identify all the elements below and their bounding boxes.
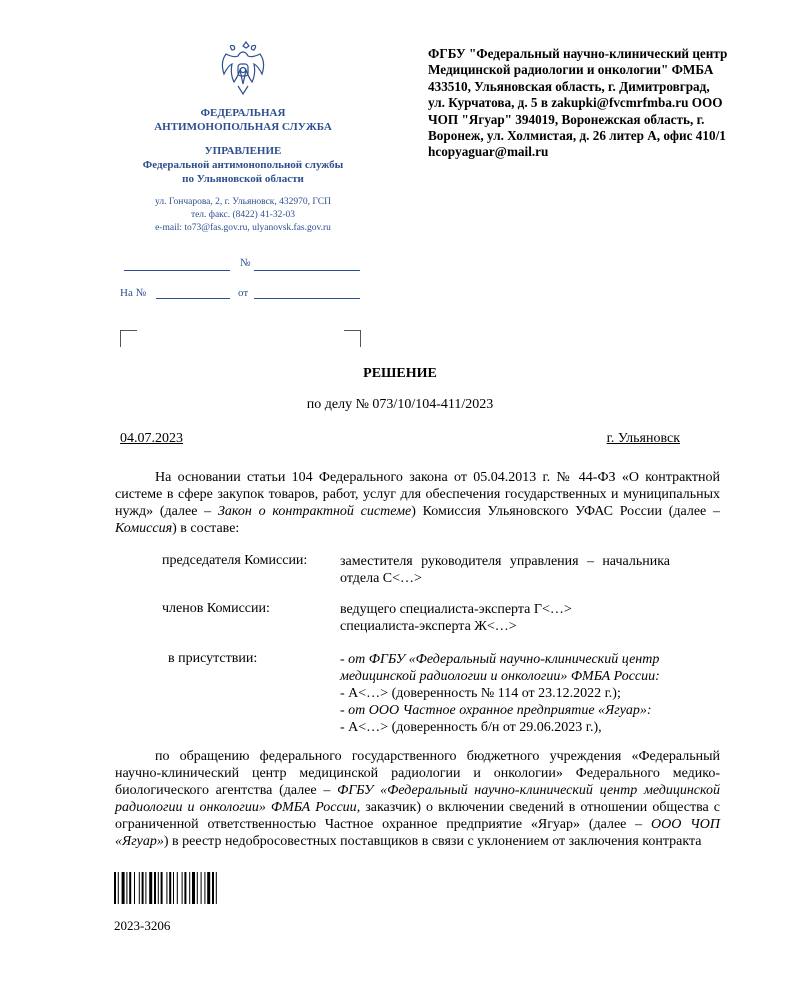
- intro-paragraph: На основании статьи 104 Федерального закона от 05.04.2013 г. № 44-ФЗ «О контрактной системе в сфере закупок товаров, работ, услуг для обеспечения государственных и муниципальных нужд» (далее – Закон о контрактной системе) Комиссия Ульяновского УФАС России (далее – Комиссия) в составе:: [115, 470, 721, 536]
- agency-phone: тел. факс. (8422) 41-32-03: [190, 210, 296, 220]
- case-number: по делу № 073/10/104-411/2023: [306, 397, 494, 412]
- reply-to-line: [156, 298, 230, 299]
- members-list: [340, 601, 670, 635]
- present-rep-1: - А<…> (доверенность № 114 от 23.12.2022 г.);: [340, 686, 621, 701]
- barcode: [114, 872, 260, 904]
- decision-date: 04.07.2023: [120, 431, 183, 446]
- reply-from-line: [254, 298, 360, 299]
- addressee-block: ФГБУ "Федеральный научно-клинический центр Медицинской радиологии и онкологии" ФМБА 433510, Ульяновская область, г. Димитровград, ул. Курчатова, д. 5 в zakupki@fvcmrfmba.ru ООО ЧОП "Ягуар" 394019, Воронежская область, г. Воронеж, ул. Холмистая, д. 26 литер А, офис 410/1 hcopyaguar@mail.ru: [428, 46, 728, 160]
- outgoing-number-line: [254, 270, 360, 271]
- chair-label: председателя Комиссии:: [162, 553, 308, 568]
- present-rep-2: - А<…> (доверенность б/н от 29.06.2023 г.),: [340, 720, 602, 735]
- document-number: 2023-3206: [114, 918, 171, 933]
- agency-name-line2: АНТИМОНОПОЛЬНАЯ СЛУЖБА: [154, 121, 332, 133]
- outgoing-number-label: №: [240, 257, 251, 269]
- dept-name-line1: УПРАВЛЕНИЕ: [204, 145, 282, 157]
- agency-address: ул. Гончарова, 2, г. Ульяновск, 432970, ГСП: [155, 197, 331, 207]
- reply-from-label: от: [238, 287, 249, 299]
- decision-city: г. Ульяновск: [606, 431, 680, 446]
- chair-value: заместителя руководителя управления – начальника отдела С<…>: [340, 554, 670, 586]
- outgoing-date-line: [124, 270, 230, 271]
- document-title: РЕШЕНИЕ: [363, 366, 437, 381]
- body-paragraph: по обращению федерального государственного бюджетного учреждения «Федеральный научно-клинический центр медицинской радиологии и онкологии» Федерального медико-биологического агентства (далее – ФГБУ «Федеральный научно-клинический центр медицинской радиологии и онкологии» ФМБА России, заказчик) о включении сведений в отношении общества с ограниченной ответственностью Частное охранное предприятие «Ягуар» (далее – ООО ЧОП «Ягуар») в реестр недобросовестных поставщиков в связи с уклонением от заключения контракта: [115, 749, 721, 849]
- members-label: членов Комиссии:: [162, 601, 270, 616]
- present-list: [340, 651, 670, 736]
- russian-coat-of-arms-icon: [218, 40, 268, 96]
- present-party-2: - от ООО Частное охранное предприятие «Ягуар»:: [340, 703, 652, 718]
- present-party-1: - от ФГБУ «Федеральный научно-клинический центр медицинской радиологии и онкологии» ФМБА России:: [340, 652, 660, 684]
- member-1: ведущего специалиста-эксперта Г<…>: [340, 602, 572, 617]
- address-corner-mark-right: [344, 330, 361, 347]
- agency-name-line1: ФЕДЕРАЛЬНАЯ: [200, 107, 286, 119]
- address-corner-mark-left: [120, 330, 137, 347]
- dept-name-line2: Федеральной антимонопольной службы: [142, 159, 344, 171]
- agency-email: e-mail: to73@fas.gov.ru, ulyanovsk.fas.gov.ru: [155, 223, 331, 233]
- reply-to-label: На №: [120, 287, 147, 299]
- dept-name-line3: по Ульяновской области: [182, 173, 304, 185]
- present-label: в присутствии:: [168, 651, 258, 666]
- member-2: специалиста-эксперта Ж<…>: [340, 619, 517, 634]
